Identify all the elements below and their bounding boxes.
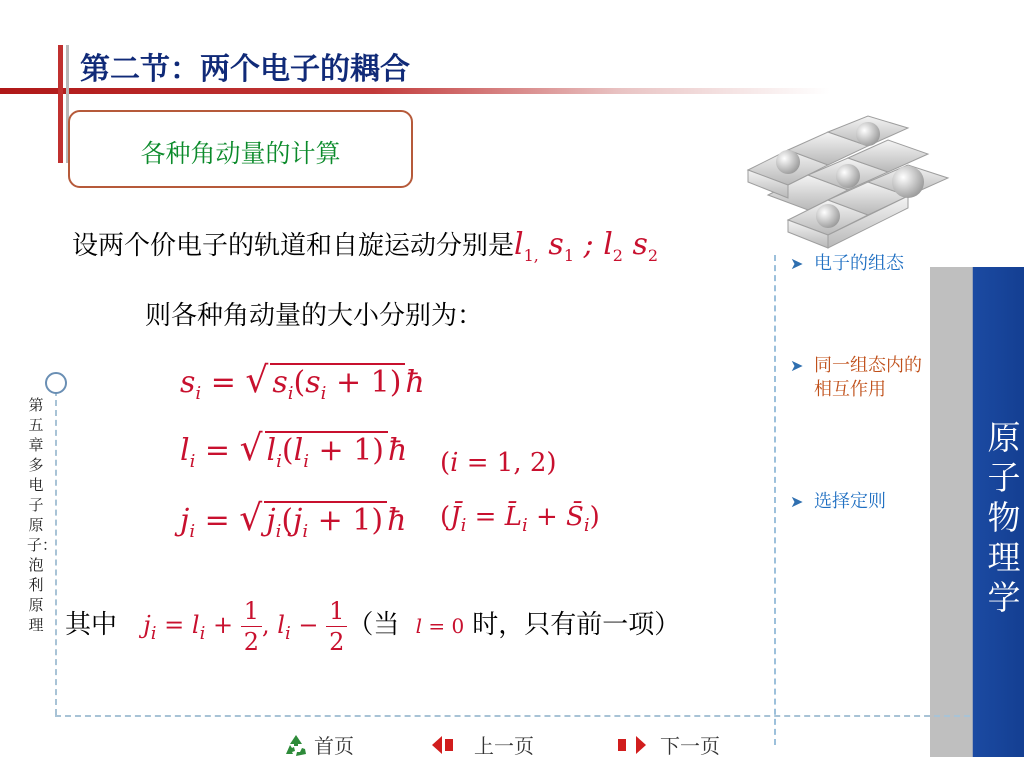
- formula-orbital: $l_i$ = √ $l_i(l_i + 1)$ ħ: [180, 428, 408, 472]
- nav-item-selection-rules[interactable]: [790, 490, 920, 516]
- intro-text: [72, 225, 658, 265]
- page-title: 第二节：两个电子的耦合: [80, 52, 410, 87]
- where-suffix: 时，只有前一项）: [472, 610, 681, 640]
- divider-bottom: [55, 715, 970, 717]
- where-clause: [65, 596, 680, 657]
- nav-label: 选择定则: [814, 491, 886, 512]
- cube-grid-illustration: [728, 110, 968, 260]
- nav-item-electron-configuration[interactable]: [790, 252, 920, 302]
- arrow-left-icon[interactable]: [432, 736, 460, 754]
- chevron-right-icon: ➤: [790, 254, 804, 273]
- where-mid: （当: [347, 610, 400, 640]
- circle-marker-icon: [45, 372, 67, 394]
- formula-vector-sum: ($J̄_i$ = $L̄_i$ + $S̄_i$): [440, 502, 600, 537]
- where-condition: l = 0: [415, 614, 465, 638]
- recycle-icon[interactable]: [282, 732, 310, 760]
- intro-math: $l_{1,}$ $s_1$ ; $l_2$ $s_2$: [514, 227, 659, 265]
- divider-vertical: [774, 255, 776, 745]
- section-title: 各种角动量的计算: [140, 139, 341, 168]
- chapter-label: 第五章多电子原子：泡利原理: [27, 396, 58, 634]
- chevron-right-icon: ➤: [790, 492, 804, 511]
- formula-index-range: (i = 1, 2): [440, 448, 557, 478]
- j-values-formula: $j_i = l_i$ + $\frac{1}{2}$ , $l_i$ − $\frac{1}{2}$: [143, 611, 347, 639]
- nav-label: 同一组态内的相互作用: [814, 355, 922, 400]
- next-page-link[interactable]: 下一页: [660, 734, 720, 758]
- nav-label: 电子的组态: [814, 253, 904, 274]
- where-prefix: 其中: [65, 610, 118, 640]
- nav-item-interaction[interactable]: [790, 354, 920, 429]
- prev-page-link[interactable]: 上一页: [474, 734, 534, 758]
- formula-total: $j_i$ = √ $j_i(j_i + 1)$ ħ: [180, 498, 407, 542]
- formula-spin: $s_i$ = √ $s_i(s_i + 1)$ ħ: [180, 360, 425, 404]
- header-rule: [0, 88, 830, 94]
- section-title-box: [68, 110, 413, 188]
- home-link[interactable]: 首页: [314, 734, 354, 758]
- intro-label: 设两个价电子的轨道和自旋运动分别是: [72, 231, 515, 261]
- panel-title: 原子物理学: [987, 418, 1021, 617]
- header-accent-bar: [58, 45, 63, 163]
- chevron-right-icon: ➤: [790, 356, 804, 375]
- intro-line-2: 则各种角动量的大小分别为：: [145, 301, 484, 331]
- arrow-right-icon[interactable]: [618, 736, 646, 754]
